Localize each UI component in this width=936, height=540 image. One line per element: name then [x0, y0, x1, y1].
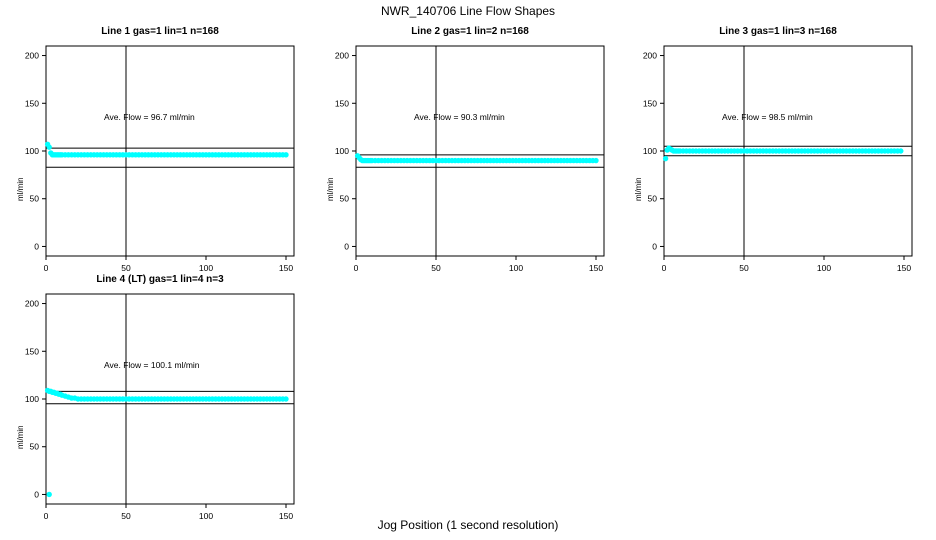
- svg-text:150: 150: [24, 346, 39, 357]
- y-axis-title: ml/min: [16, 177, 25, 201]
- y-axis-title: ml/min: [326, 177, 335, 201]
- svg-text:0: 0: [344, 241, 349, 252]
- svg-text:0: 0: [652, 241, 657, 252]
- figure-title: NWR_140706 Line Flow Shapes: [380, 4, 556, 18]
- panel-title: Line 4 (LT) gas=1 lin=4 n=3: [96, 274, 224, 285]
- svg-text:150: 150: [334, 98, 349, 109]
- plot-area: [320, 26, 620, 276]
- svg-text:100: 100: [508, 263, 524, 273]
- svg-text:150: 150: [642, 98, 657, 109]
- chart-panel-line-4: [10, 274, 310, 524]
- svg-text:150: 150: [896, 263, 912, 273]
- svg-text:0: 0: [661, 263, 667, 273]
- svg-text:50: 50: [739, 263, 749, 273]
- svg-text:100: 100: [24, 146, 39, 156]
- annotation-average-flow: Ave. Flow = 96.7 ml/min: [104, 112, 195, 122]
- svg-text:100: 100: [816, 263, 832, 273]
- svg-text:100: 100: [334, 146, 349, 156]
- panel-title: Line 1 gas=1 lin=1 n=168: [101, 26, 219, 37]
- svg-text:150: 150: [588, 263, 604, 273]
- svg-text:0: 0: [34, 241, 39, 252]
- plot-area: [10, 274, 310, 524]
- svg-text:50: 50: [121, 511, 131, 521]
- svg-text:100: 100: [198, 263, 214, 273]
- svg-text:0: 0: [34, 489, 39, 500]
- svg-text:150: 150: [278, 263, 294, 273]
- chart-panel-line-2: [320, 26, 620, 276]
- svg-text:200: 200: [334, 50, 349, 61]
- svg-text:50: 50: [339, 193, 349, 204]
- svg-text:150: 150: [24, 98, 39, 109]
- svg-text:0: 0: [43, 511, 49, 521]
- svg-text:150: 150: [278, 511, 294, 521]
- panel-title: Line 3 gas=1 lin=3 n=168: [719, 26, 837, 37]
- svg-text:50: 50: [431, 263, 441, 273]
- y-axis-title: ml/min: [16, 425, 25, 449]
- panel-title: Line 2 gas=1 lin=2 n=168: [411, 26, 529, 37]
- svg-text:0: 0: [353, 263, 359, 273]
- svg-text:200: 200: [642, 50, 657, 61]
- plot-area: [628, 26, 928, 276]
- svg-text:200: 200: [24, 298, 39, 309]
- svg-text:50: 50: [647, 193, 657, 204]
- svg-text:50: 50: [29, 193, 39, 204]
- svg-text:200: 200: [24, 50, 39, 61]
- annotation-average-flow: Ave. Flow = 100.1 ml/min: [104, 360, 200, 370]
- chart-panel-line-3: [628, 26, 928, 276]
- svg-text:50: 50: [29, 441, 39, 452]
- annotation-average-flow: Ave. Flow = 90.3 ml/min: [414, 112, 505, 122]
- svg-text:0: 0: [43, 263, 49, 273]
- svg-text:100: 100: [24, 394, 39, 404]
- x-axis-title: Jog Position (1 second resolution): [377, 518, 559, 532]
- y-axis-title: ml/min: [634, 177, 643, 201]
- svg-text:50: 50: [121, 263, 131, 273]
- svg-text:100: 100: [642, 146, 657, 156]
- svg-text:100: 100: [198, 511, 214, 521]
- plot-area: [10, 26, 310, 276]
- annotation-average-flow: Ave. Flow = 98.5 ml/min: [722, 112, 813, 122]
- chart-panel-line-1: [10, 26, 310, 276]
